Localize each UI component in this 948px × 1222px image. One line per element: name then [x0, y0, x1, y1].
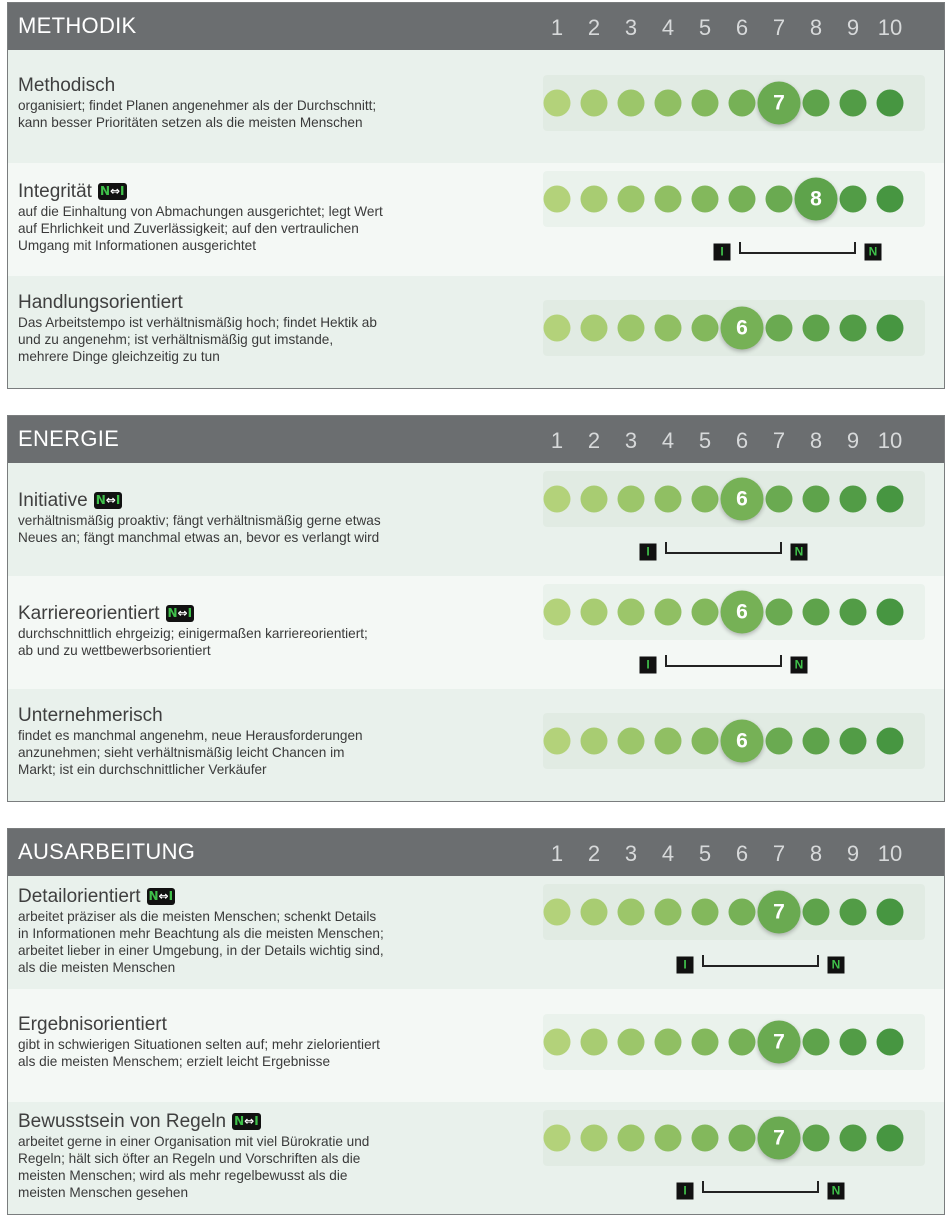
scale-number: 10: [877, 841, 903, 866]
trait-name: Initiative: [18, 490, 88, 511]
section-methodik: [7, 2, 945, 389]
trait-name: Integrität: [18, 181, 92, 202]
scale-dot: [581, 486, 608, 513]
scale-dot: [840, 186, 867, 213]
trait-row: [8, 50, 944, 163]
trait-description: [18, 727, 438, 778]
scale-dot: [655, 599, 682, 626]
scale-dot: [877, 1125, 904, 1152]
description-line: gibt in schwierigen Situationen selten auf; mehr zielorientiert: [18, 1037, 380, 1052]
scale-number: 5: [698, 841, 712, 866]
description-line: Das Arbeitstempo ist verhältnismäßig hoch; findet Hektik ab: [18, 315, 377, 330]
trait-title: [18, 1111, 261, 1133]
range-bracket: [739, 242, 856, 254]
scale-dot: [581, 1125, 608, 1152]
scale-number: 7: [772, 15, 786, 40]
badge-i: I: [168, 889, 174, 903]
description-line: anzunehmen; sieht verhältnismäßig leicht Chancen im: [18, 745, 345, 760]
description-line: Markt; ist ein durchschnittlicher Verkäufer: [18, 762, 267, 777]
scale-dot: [692, 1029, 719, 1056]
scale-number: 1: [550, 428, 564, 453]
scale-dot: [581, 186, 608, 213]
range-marker-i: I: [640, 544, 657, 561]
scale-number: 8: [809, 15, 823, 40]
scale-dot: [581, 1029, 608, 1056]
scale-dot: [729, 186, 756, 213]
scale-dot: [729, 899, 756, 926]
scale-dot: [655, 728, 682, 755]
scale-number: 9: [846, 428, 860, 453]
scale-dot: [766, 186, 793, 213]
n-i-badge-icon: [98, 183, 127, 200]
trait-name: Karriereorientiert: [18, 603, 160, 624]
badge-n: N: [234, 1114, 245, 1128]
n-i-badge-icon: [94, 492, 123, 509]
scale-dot: [877, 1029, 904, 1056]
scale-number: 10: [877, 15, 903, 40]
scale-dot: [803, 1029, 830, 1056]
scale-dot: [655, 1125, 682, 1152]
range-marker-i: I: [677, 1183, 694, 1200]
trait-row: [8, 463, 944, 576]
scale-dot: [544, 1029, 571, 1056]
trait-title: [18, 603, 194, 625]
scale-number: 4: [661, 15, 675, 40]
scale-dot: [729, 1029, 756, 1056]
scale-dot: [692, 599, 719, 626]
section-title: AUSARBEITUNG: [18, 839, 196, 864]
range-marker-i: I: [677, 957, 694, 974]
description-line: verhältnismäßig proaktiv; fängt verhältnismäßig gerne etwas: [18, 513, 381, 528]
scale-dot: [840, 1125, 867, 1152]
badge-arrow: ⇔: [109, 184, 121, 198]
badge-i: I: [120, 184, 125, 198]
trait-name: Bewusstsein von Regeln: [18, 1111, 227, 1132]
scale-number: 1: [550, 15, 564, 40]
scale-number: 7: [772, 428, 786, 453]
score-marker: 6: [721, 591, 764, 634]
scale-dot: [877, 728, 904, 755]
scale-dot: [618, 90, 645, 117]
trait-name: Detailorientiert: [18, 886, 141, 907]
scale-dot: [877, 486, 904, 513]
scale-number: 3: [624, 15, 638, 40]
scale-dot: [655, 486, 682, 513]
scale-number: 2: [587, 841, 601, 866]
trait-name: Handlungsorientiert: [18, 292, 183, 313]
scale-dot: [729, 1125, 756, 1152]
scale-dot: [840, 486, 867, 513]
scale-number: 6: [735, 428, 749, 453]
scale-dot: [840, 599, 867, 626]
scale-dot: [692, 1125, 719, 1152]
range-marker-i: I: [714, 244, 731, 261]
scale-dot: [618, 1029, 645, 1056]
description-line: durchschnittlich ehrgeizig; einigermaßen karriereorientiert;: [18, 626, 368, 641]
scale-dot: [803, 728, 830, 755]
scale-number: 5: [698, 428, 712, 453]
description-line: auf Ehrlichkeit und Zuverlässigkeit; auf den vertraulichen: [18, 221, 359, 236]
scale-dot: [766, 728, 793, 755]
scale-dot: [692, 728, 719, 755]
scale-dot: [877, 315, 904, 342]
scale-dot: [692, 486, 719, 513]
description-line: ab und zu wettbewerbsorientiert: [18, 643, 211, 658]
scale-dot: [840, 728, 867, 755]
trait-name: Unternehmerisch: [18, 705, 163, 726]
description-line: arbeitet lieber in einer Umgebung, in der Details wichtig sind,: [18, 943, 384, 958]
scale-dot: [544, 315, 571, 342]
trait-title: [18, 705, 163, 727]
trait-description: [18, 908, 438, 976]
score-marker: 8: [795, 178, 838, 221]
scale-dot: [618, 1125, 645, 1152]
scale-number: 9: [846, 15, 860, 40]
trait-name: Ergebnisorientiert: [18, 1014, 167, 1035]
badge-arrow: ⇔: [244, 1114, 255, 1128]
scale-dot: [692, 899, 719, 926]
trait-description: [18, 625, 438, 659]
score-marker: 7: [758, 82, 801, 125]
badge-i: I: [115, 493, 121, 507]
scale-dot: [766, 599, 793, 626]
trait-title: [18, 886, 175, 908]
trait-row: [8, 689, 944, 801]
scale-number: 5: [698, 15, 712, 40]
section-header: [8, 3, 944, 50]
scale-dot: [840, 315, 867, 342]
badge-n: N: [95, 493, 106, 507]
trait-description: [18, 97, 438, 131]
scale-number: 4: [661, 428, 675, 453]
scale-dot: [581, 899, 608, 926]
scale-dot: [840, 899, 867, 926]
scale-dot: [877, 899, 904, 926]
section-header: [8, 829, 944, 876]
trait-description: [18, 314, 438, 365]
trait-description: [18, 203, 438, 254]
scale-dot: [655, 186, 682, 213]
badge-arrow: ⇔: [105, 493, 116, 507]
score-marker: 7: [758, 891, 801, 934]
trait-row: [8, 1102, 944, 1214]
section-ausarbeitung: [7, 828, 945, 1215]
scale-dot: [655, 899, 682, 926]
scale-number: 10: [877, 428, 903, 453]
range-bracket: [665, 542, 782, 554]
scale-number: 8: [809, 841, 823, 866]
trait-title: [18, 181, 127, 203]
scale-number: 9: [846, 841, 860, 866]
range-marker-n: N: [791, 544, 808, 561]
description-line: in Informationen mehr Beachtung als die meisten Menschen;: [18, 926, 384, 941]
scale-dot: [581, 315, 608, 342]
n-i-badge-icon: [232, 1113, 261, 1130]
scale-dot: [692, 186, 719, 213]
scale-dot: [877, 599, 904, 626]
n-i-badge-icon: [166, 605, 195, 622]
scale-number: 6: [735, 841, 749, 866]
range-marker-i: I: [640, 657, 657, 674]
scale-number: 2: [587, 428, 601, 453]
scale-dot: [618, 728, 645, 755]
scale-dot: [877, 90, 904, 117]
description-line: Neues an; fängt manchmal etwas an, bevor es verlangt wird: [18, 530, 380, 545]
scale-dot: [544, 899, 571, 926]
section-header: [8, 416, 944, 463]
badge-i: I: [254, 1114, 259, 1128]
scale-dot: [803, 90, 830, 117]
n-i-badge-icon: [147, 888, 176, 905]
score-marker: 7: [758, 1021, 801, 1064]
range-marker-n: N: [828, 957, 845, 974]
scale-dot: [544, 1125, 571, 1152]
section-title: METHODIK: [18, 13, 137, 38]
badge-i: I: [187, 606, 193, 620]
trait-title: [18, 292, 183, 314]
scale-number: 3: [624, 428, 638, 453]
scale-dot: [766, 486, 793, 513]
description-line: Umgang mit Informationen ausgerichtet: [18, 238, 257, 253]
trait-row: [8, 163, 944, 276]
score-marker: 6: [721, 478, 764, 521]
scale-dot: [618, 186, 645, 213]
scale-dot: [544, 728, 571, 755]
scale-dot: [618, 599, 645, 626]
scale-dot: [581, 728, 608, 755]
description-line: Regeln; hält sich öfter an Regeln und Vorschriften als die: [18, 1151, 361, 1166]
trait-description: [18, 1036, 438, 1070]
trait-description: [18, 512, 438, 546]
description-line: auf die Einhaltung von Abmachungen ausgerichtet; legt Wert: [18, 204, 383, 219]
scale-dot: [803, 486, 830, 513]
description-line: arbeitet gerne in einer Organisation mit viel Bürokratie und: [18, 1134, 370, 1149]
section-energie: [7, 415, 945, 802]
scale-number: 7: [772, 841, 786, 866]
description-line: und zu angenehm; ist verhältnismäßig gut imstande,: [18, 332, 334, 347]
trait-title: [18, 75, 115, 97]
trait-row: [8, 876, 944, 989]
range-bracket: [702, 955, 819, 967]
scale-dot: [803, 899, 830, 926]
description-line: kann besser Prioritäten setzen als die meisten Menschen: [18, 115, 363, 130]
scale-dot: [618, 899, 645, 926]
scale-dot: [655, 315, 682, 342]
scale-dot: [618, 486, 645, 513]
scale-number: 1: [550, 841, 564, 866]
scale-dot: [766, 315, 793, 342]
trait-title: [18, 490, 122, 512]
scale-dot: [618, 315, 645, 342]
score-marker: 7: [758, 1117, 801, 1160]
description-line: meisten Menschen; wird als mehr regelbewusst als die: [18, 1168, 348, 1183]
badge-n: N: [167, 606, 178, 620]
trait-description: [18, 1133, 438, 1201]
scale-dot: [803, 599, 830, 626]
scale-dot: [692, 315, 719, 342]
scale-dot: [729, 90, 756, 117]
badge-arrow: ⇔: [158, 889, 169, 903]
range-bracket: [665, 655, 782, 667]
scale-dot: [544, 599, 571, 626]
score-marker: 6: [721, 307, 764, 350]
description-line: organisiert; findet Planen angenehmer als der Durchschnitt;: [18, 98, 377, 113]
section-title: ENERGIE: [18, 426, 120, 451]
scale-number: 3: [624, 841, 638, 866]
description-line: meisten Menschen gesehen: [18, 1185, 189, 1200]
scale-number: 8: [809, 428, 823, 453]
trait-name: Methodisch: [18, 75, 116, 96]
scale-dot: [840, 90, 867, 117]
scale-number: 4: [661, 841, 675, 866]
scale-dot: [544, 486, 571, 513]
description-line: mehrere Dinge gleichzeitig zu tun: [18, 349, 220, 364]
scale-dot: [544, 90, 571, 117]
scale-dot: [877, 186, 904, 213]
scale-dot: [581, 90, 608, 117]
scale-dot: [803, 1125, 830, 1152]
trait-row: [8, 989, 944, 1102]
description-line: als die meisten Menschem; erzielt leicht Ergebnisse: [18, 1054, 331, 1069]
scale-dot: [544, 186, 571, 213]
badge-arrow: ⇔: [177, 606, 188, 620]
scale-dot: [840, 1029, 867, 1056]
range-marker-n: N: [791, 657, 808, 674]
badge-n: N: [99, 184, 110, 198]
scale-dot: [655, 1029, 682, 1056]
scale-number: 2: [587, 15, 601, 40]
range-marker-n: N: [828, 1183, 845, 1200]
range-bracket: [702, 1181, 819, 1193]
score-marker: 6: [721, 720, 764, 763]
scale-dot: [803, 315, 830, 342]
trait-row: [8, 576, 944, 689]
scale-dot: [692, 90, 719, 117]
trait-title: [18, 1014, 167, 1036]
range-marker-n: N: [865, 244, 882, 261]
scale-dot: [581, 599, 608, 626]
description-line: arbeitet präziser als die meisten Menschen; schenkt Details: [18, 909, 377, 924]
badge-n: N: [148, 889, 159, 903]
scale-dot: [655, 90, 682, 117]
scale-number: 6: [735, 15, 749, 40]
description-line: findet es manchmal angenehm, neue Herausforderungen: [18, 728, 363, 743]
trait-row: [8, 276, 944, 388]
description-line: als die meisten Menschen: [18, 960, 176, 975]
